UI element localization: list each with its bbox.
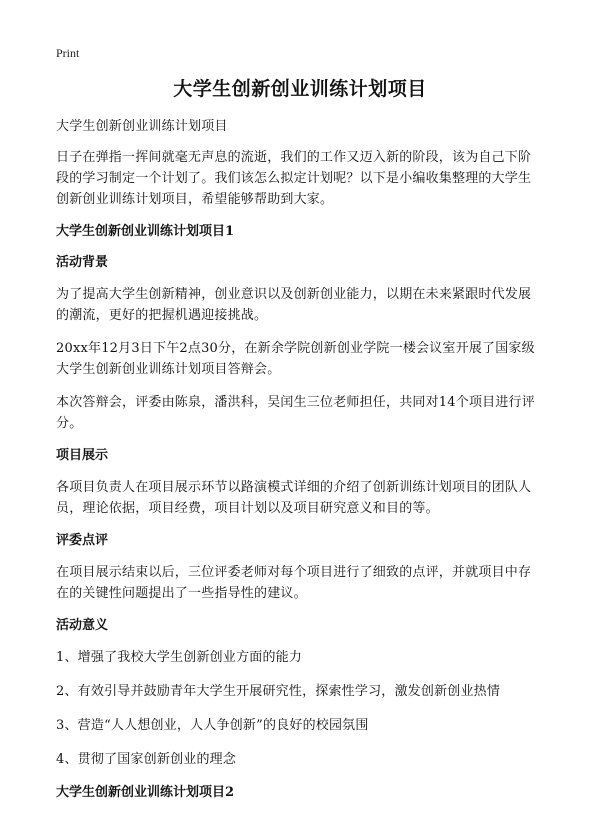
significance-item-3: 3、营造“人人想创业，人人争创新”的良好的校园氛围 bbox=[56, 718, 369, 733]
intro-paragraph: 日子在弹指一挥间就毫无声息的流逝，我们的工作又迈入新的阶段，该为自己下阶段的学习制定一个计划了。我们该怎么拟定计划呢？以下是小编收集整理的大学生创新创业训练计划项目，希望能够帮助到大家。 bbox=[56, 150, 532, 207]
review-paragraph: 在项目展示结束以后，三位评委老师对每个项目进行了细致的点评，并就项目中存在的关键性问题提出了一些指导性的建议。 bbox=[56, 565, 532, 601]
section-1-heading: 大学生创新创业训练计划项目1 bbox=[56, 224, 235, 239]
significance-item-2: 2、有效引导并鼓励青年大学生开展研究性，探索性学习，激发创新创业热情 bbox=[56, 684, 501, 699]
background-paragraph-1: 为了提高大学生创新精神，创业意识以及创新创业能力，以期在未来紧跟时代发展的潮流，更好的把握机遇迎接挑战。 bbox=[56, 287, 532, 323]
print-label[interactable]: Print bbox=[56, 46, 80, 60]
display-heading: 项目展示 bbox=[56, 448, 109, 463]
background-paragraph-3: 本次答辩会，评委由陈泉，潘洪科，吴闰生三位老师担任，共同对14个项目进行评分。 bbox=[56, 395, 535, 431]
document-title: 大学生创新创业训练计划项目 bbox=[173, 78, 427, 100]
significance-heading: 活动意义 bbox=[56, 618, 109, 633]
review-heading: 评委点评 bbox=[56, 533, 109, 548]
background-heading: 活动背景 bbox=[56, 255, 109, 270]
display-paragraph: 各项目负责人在项目展示环节以路演模式详细的介绍了创新训练计划项目的团队人员，理论依据，项目经费，项目计划以及项目研究意义和目的等。 bbox=[56, 480, 532, 516]
document-subtitle: 大学生创新创业训练计划项目 bbox=[56, 119, 228, 134]
significance-item-4: 4、贯彻了国家创新创业的理念 bbox=[56, 752, 237, 767]
background-paragraph-2: 20xx年12月3日下午2点30分，在新余学院创新创业学院一楼会议室开展了国家级大学生创新创业训练计划项目答辩会。 bbox=[56, 341, 535, 377]
significance-item-1: 1、增强了我校大学生创新创业方面的能力 bbox=[56, 650, 303, 665]
section-2-heading: 大学生创新创业训练计划项目2 bbox=[56, 785, 235, 800]
